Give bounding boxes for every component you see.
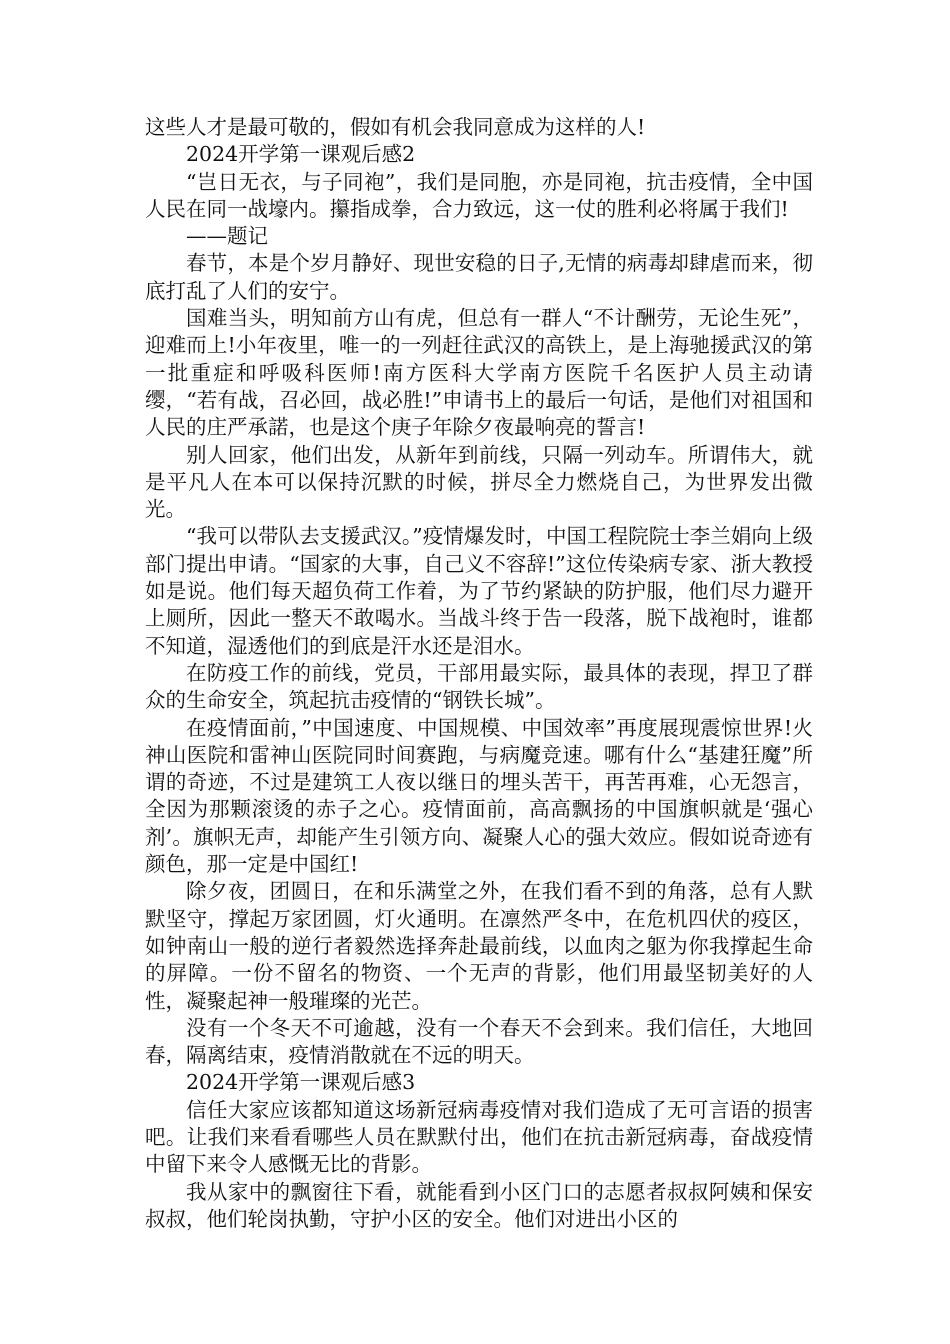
paragraph: 除夕夜，团圆日，在和乐满堂之外，在我们看不到的角落，总有人默默坚守，撑起万家团圆，灯火通明。在凛然严冬中，在危机四伏的疫区，如钟南山一般的逆行者毅然选择奔赴最前线，以血肉之躯为你我撑起生命的屏障。一份不留名的物资、一个无声的背影，他们用最坚韧美好的人性，凝聚起神一般璀璨的光芒。 [145,879,813,1013]
paragraph: 春节，本是个岁月静好、现世安稳的日子,无情的病毒却肆虐而来，彻底打乱了人们的安宁。 [145,251,813,303]
paragraph: “岂日无衣，与子同袍”，我们是同胞，亦是同袍，抗击疫情，全中国人民在同一战壕内。攥指成拳，合力致远，这一仗的胜利必将属于我们! [145,169,813,221]
paragraph: 我从家中的飘窗往下看，就能看到小区门口的志愿者叔叔阿姨和保安叔叔，他们轮岗执勤，守护小区的安全。他们对进出小区的 [145,1179,813,1231]
epigraph-attribution: ——题记 [186,224,268,249]
section-heading-3: 2024开学第一课观后感3 [186,1070,416,1095]
paragraph: 在防疫工作的前线，党员，干部用最实际，最具体的表现，捍卫了群众的生命安全，筑起抗击疫情的“钢铁长城”。 [145,660,813,713]
section-heading-2: 2024开学第一课观后感2 [186,142,416,167]
paragraph: 在疫情面前，”中国速度、中国规模、中国效率”再度展现震惊世界!火神山医院和雷神山医院同时间赛跑，与病魔竞速。哪有什么“基建狂魔”所谓的奇迹，不过是建筑工人夜以继日的埋头苦干，再苦再难，心无怨言，全因为那颗滚烫的赤子之心。疫情面前，高高飘扬的中国旗帜就是‘强心剂’。旗帜无声，却能产生引领方向、凝聚人心的强大效应。假如说奇迹有颜色，那一定是中国红! [145,715,813,877]
paragraph: “我可以带队去支援武汉。”疫情爆发时，中国工程院院士李兰娟向上级部门提出申请。“国家的大事，自己义不容辞!”这位传染病专家、浙大教授如是说。他们每天超负荷工作着，为了节约紧缺的防护服，他们尽力避开上厕所，因此一整天不敢喝水。当战斗终于告一段落，脱下战袍时，谁都不知道，湿透他们的到底是汗水还是泪水。 [145,524,813,658]
document-body [145,114,813,1233]
paragraph: 没有一个冬天不可逾越，没有一个春天不会到来。我们信任，大地回春，隔离结束，疫情消散就在不远的明天。 [145,1015,813,1068]
paragraph: 信任大家应该都知道这场新冠病毒疫情对我们造成了无可言语的损害吧。让我们来看看哪些人员在默默付出，他们在抗击新冠病毒，奋战疫情中留下来令人感慨无比的背影。 [145,1097,813,1177]
paragraph-continuation: 这些人才是最可敬的，假如有机会我同意成为这样的人! [145,115,646,139]
paragraph: 国难当头，明知前方山有虎，但总有一群人“不计酬劳，无论生死”，迎难而上!小年夜里，唯一的一列赶往武汉的高铁上，是上海驰援武汉的第一批重症和呼吸科医师!南方医科大学南方医院千名医护人员主动请缨，“若有战，召必回，战必胜!”申请书上的最后一句话，是他们对祖国和人民的庄严承諾，也是这个庚子年除夕夜最响亮的誓言! [145,306,813,440]
paragraph: 别人回家，他们出发，从新年到前线，只隔一列动车。所谓伟大，就是平凡人在本可以保持沉默的时候，拼尽全力燃烧自己，为世界发出微光。 [145,442,813,522]
